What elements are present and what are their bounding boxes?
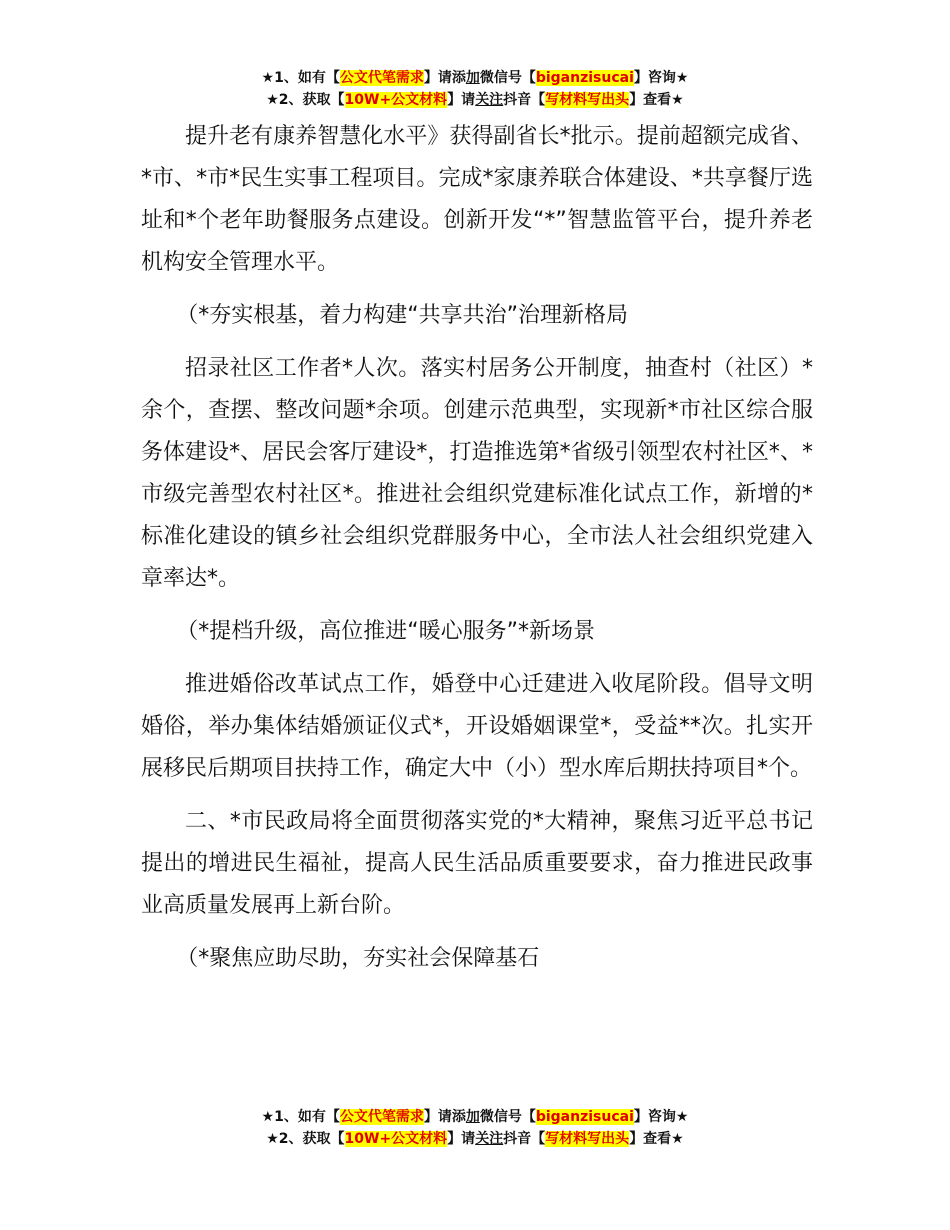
section-heading: （*夯实根基，着力构建“共享共治”治理新格局 (176, 303, 628, 328)
banner-text: 抖音【 (503, 1131, 546, 1147)
body-paragraph: 招录社区工作者*人次。落实村居务公开制度，抽查村（社区）*余个，查摆、整改问题*余项。创建示范典型，实现新*市社区综合服务体建设*、居民会客厅建设*，打造推选第*省级引领型农村社区*、*市级完善型农村社区*。推进社会组织党建标准化试点工作，新增的*标准化建设的镇乡社会组织党群服务中心，全市法人社会组织党建入章率达*。 (141, 356, 813, 591)
banner-text: 抖音【 (503, 92, 546, 108)
banner-highlight: biganzisucai (535, 70, 634, 86)
section-heading: （*提档升级，高位推进“暖心服务”*新场景 (176, 619, 595, 644)
banner-highlight: 公文代笔需求 (339, 1109, 424, 1125)
banner-text: ★2、获取【 (266, 92, 345, 108)
banner-line-1 (0, 67, 950, 89)
banner-text: 】咨询★ (633, 1109, 689, 1125)
banner-text: 】请 (447, 92, 476, 108)
banner-text: 】咨询★ (633, 70, 689, 86)
body-paragraph: 二、*市民政局将全面贯彻落实党的*大精神，聚焦习近平总书记提出的增进民生福祉，提高人民生活品质重要要求，奋力推进民政事业高质量发展再上新台阶。 (141, 809, 813, 918)
banner-text: 】请添 (423, 1109, 466, 1125)
banner-text: 】查看★ (629, 1131, 684, 1147)
section-heading: （*聚焦应助尽助，夯实社会保障基石 (176, 946, 540, 971)
banner-underline: 加 (465, 1109, 480, 1125)
banner-text: 】查看★ (629, 92, 684, 108)
banner-underline: 加 (465, 70, 480, 86)
footer-banner (0, 1106, 950, 1150)
banner-text: ★2、获取【 (266, 1131, 345, 1147)
banner-highlight: 10W+公文材料 (344, 92, 448, 108)
banner-highlight: 公文代笔需求 (339, 70, 424, 86)
banner-underline: 关注 (475, 92, 504, 108)
banner-line-1 (0, 1106, 950, 1128)
banner-text: 】请 (447, 1131, 476, 1147)
header-banner (0, 67, 950, 111)
body-paragraph: 推进婚俗改革试点工作，婚登中心迁建进入收尾阶段。倡导文明婚俗，举办集体结婚颁证仪式*，开设婚姻课堂*，受益**次。扎实开展移民后期项目扶持工作，确定大中（小）型水库后期扶持项目*个。 (141, 672, 813, 781)
body-paragraph: 提升老有康养智慧化水平》获得副省长*批示。提前超额完成省、*市、*市*民生实事工程项目。完成*家康养联合体建设、*共享餐厅选址和*个老年助餐服务点建设。创新开发“*”智慧监管平台，提升养老机构安全管理水平。 (141, 124, 813, 275)
banner-text: ★1、如有【 (261, 70, 340, 86)
banner-text: ★1、如有【 (261, 1109, 340, 1125)
banner-line-2 (0, 1128, 950, 1150)
banner-highlight: 写材料写出头 (545, 1131, 630, 1147)
banner-underline: 关注 (475, 1131, 504, 1147)
document-body (141, 116, 813, 980)
banner-text: 微信号【 (479, 70, 536, 86)
banner-highlight: 10W+公文材料 (344, 1131, 448, 1147)
banner-text: 】请添 (423, 70, 466, 86)
banner-line-2 (0, 89, 950, 111)
banner-text: 微信号【 (479, 1109, 536, 1125)
banner-highlight: biganzisucai (535, 1109, 634, 1125)
banner-highlight: 写材料写出头 (545, 92, 630, 108)
